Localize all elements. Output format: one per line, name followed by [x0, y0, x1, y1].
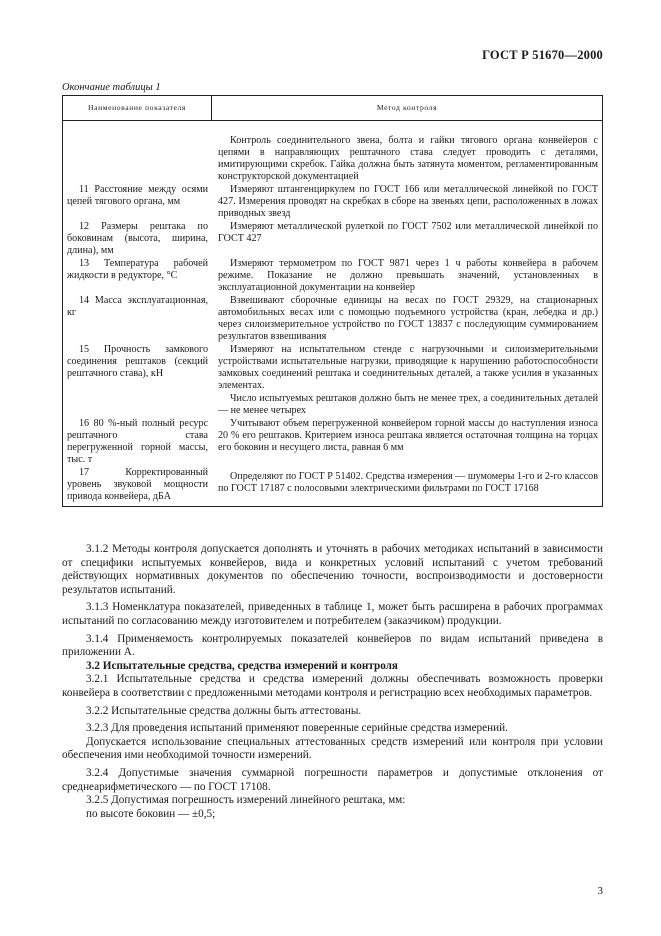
- indicator-cell: [63, 135, 211, 183]
- method-cell: Контроль соединительного звена, болта и гайки тягового органа конвейеров с цепями в направляющих рештачного става следует проводить с деталями, имитирующими скребок. Гайка должна быть затянута моментом, регламентированным конструкторской документацией: [218, 135, 598, 182]
- table-row: [63, 344, 602, 417]
- indicator-cell: 11 Расстояние между осями цепей тягового органа, мм: [67, 184, 208, 207]
- paragraph-3-2-3: 3.2.3 Для проведения испытаний применяют поверенные серийные средства измерений.: [86, 722, 508, 735]
- page-number: 3: [597, 885, 603, 897]
- table-row: [63, 184, 602, 220]
- method-cell: Измеряют термометром по ГОСТ 9871 через 1 ч работы конвейера в рабочем режиме. Показание не должно превышать значений, установленных в эксплуатационной документации на конвейер: [218, 258, 598, 293]
- method-cell: Учитывают объем перегруженной конвейером горной массы до наступления износа 20 % его рештаков. Критерием износа рештака является остаточная толщина на торцах его боковин и несущего листа, равная 6 мм: [218, 418, 598, 453]
- table-caption: Окончание таблицы 1: [62, 82, 161, 93]
- table-row: [63, 295, 602, 343]
- standard-designation: ГОСТ Р 51670—2000: [482, 48, 603, 62]
- column-header-method: Метод контроля: [212, 96, 603, 121]
- section-heading-3-2: 3.2 Испытательные средства, средства измерений и контроля: [86, 659, 398, 672]
- table-row: [63, 135, 602, 183]
- table-row: [63, 258, 602, 294]
- paragraph-3-2-4: 3.2.4 Допустимые значения суммарной погрешности параметров и допустимые отклонения от среднеарифметического — по ГОСТ 17108.: [62, 766, 603, 793]
- paragraph-3-2-3-note: Допускается использование специальных аттестованных средств измерений или контроля при условии обеспечения ими необходимой точности измерений.: [62, 735, 603, 762]
- method-cell: Взвешивают сборочные единицы на весах по ГОСТ 29329, на стационарных автомобильных весах или с помощью подъемного устройства (кран, лебедка и др.) через силоизмерительное устройство по ГОСТ 13837 с последующим суммированием результатов взвешивания: [218, 295, 598, 342]
- column-header-indicator: Наименование показателя: [63, 96, 212, 121]
- body-text: [62, 543, 603, 821]
- indicator-cell: 12 Размеры рештака по боковинам (высота, ширина, длина), мм: [67, 221, 208, 256]
- indicator-cell: 13 Температура рабочей жидкости в редукторе, °С: [67, 258, 208, 281]
- method-paragraph: Измеряют на испытательном стенде с нагрузочными и силоизмерительными устройствами испытательные нагрузки, приводящие к нарушению работоспособности замковых соединений рештака и соединительных деталей, а также усилия в указанных элементах.: [218, 344, 598, 391]
- table-row: [63, 418, 602, 466]
- indicator-cell: 17 Корректированный уровень звуковой мощности привода конвейера, дБА: [67, 467, 208, 502]
- paragraph-side-height: по высоте боковин — ±0,5;: [86, 807, 216, 820]
- paragraph-3-1-3: 3.1.3 Номенклатура показателей, приведенных в таблице 1, может быть расширена в рабочих программах испытаний по согласованию между изготовителем и потребителем (заказчиком) продукции.: [62, 601, 603, 627]
- method-paragraph: Число испытуемых рештаков должно быть не менее трех, а соединительных деталей — не менее четырех: [218, 393, 598, 416]
- indicator-cell: 16 80 %-ный полный ресурс рештачного става перегруженной горной массы, тыс. т: [67, 418, 208, 465]
- paragraph-3-2-5: 3.2.5 Допустимая погрешность измерений линейного рештака, мм:: [86, 794, 406, 807]
- table-row: [63, 467, 602, 503]
- method-cell: Измеряют металлической рулеткой по ГОСТ 7502 или металлической линейкой по ГОСТ 427: [218, 221, 598, 244]
- paragraph-3-2-1: 3.2.1 Испытательные средства и средства измерений должны обеспечивать возможность проверки конвейера в соответствии с предложенными методами контроля и регистрацию всех необходимых параметров.: [62, 673, 603, 699]
- paragraph-3-1-4: 3.1.4 Применяемость контролируемых показателей конвейеров по видам испытаний приведена в приложении А.: [62, 632, 603, 659]
- table-body: [63, 121, 603, 507]
- paragraph-3-1-2: 3.1.2 Методы контроля допускается дополнять и уточнять в рабочих методиках испытаний в зависимости от специфики испытуемых конвейеров, вида и конкретных условий испытаний с учетом требований действующих нормативных документов по обеспечению точности, воспроизводимости и достоверности результатов испытаний.: [62, 543, 603, 596]
- indicator-cell: 14 Масса эксплуатационная, кг: [67, 295, 208, 318]
- control-methods-table: [62, 95, 603, 507]
- method-cell: Определяют по ГОСТ Р 51402. Средства измерения — шумомеры 1-го и 2-го классов по ГОСТ 17187 с полосовыми электрическими фильтрами по ГОСТ 17168: [218, 471, 598, 494]
- method-cell: Измеряют штангенциркулем по ГОСТ 166 или металлической линейкой по ГОСТ 427. Измерения проводят на скребках в сборе на звеньях цепи, расположенных в ложах приводных звезд: [218, 184, 598, 219]
- method-cell: [211, 344, 602, 417]
- table-row: [63, 221, 602, 257]
- indicator-cell: 15 Прочность замкового соединения рештаков (секций рештачного става), кН: [67, 344, 208, 379]
- paragraph-3-2-2: 3.2.2 Испытательные средства должны быть аттестованы.: [86, 704, 362, 717]
